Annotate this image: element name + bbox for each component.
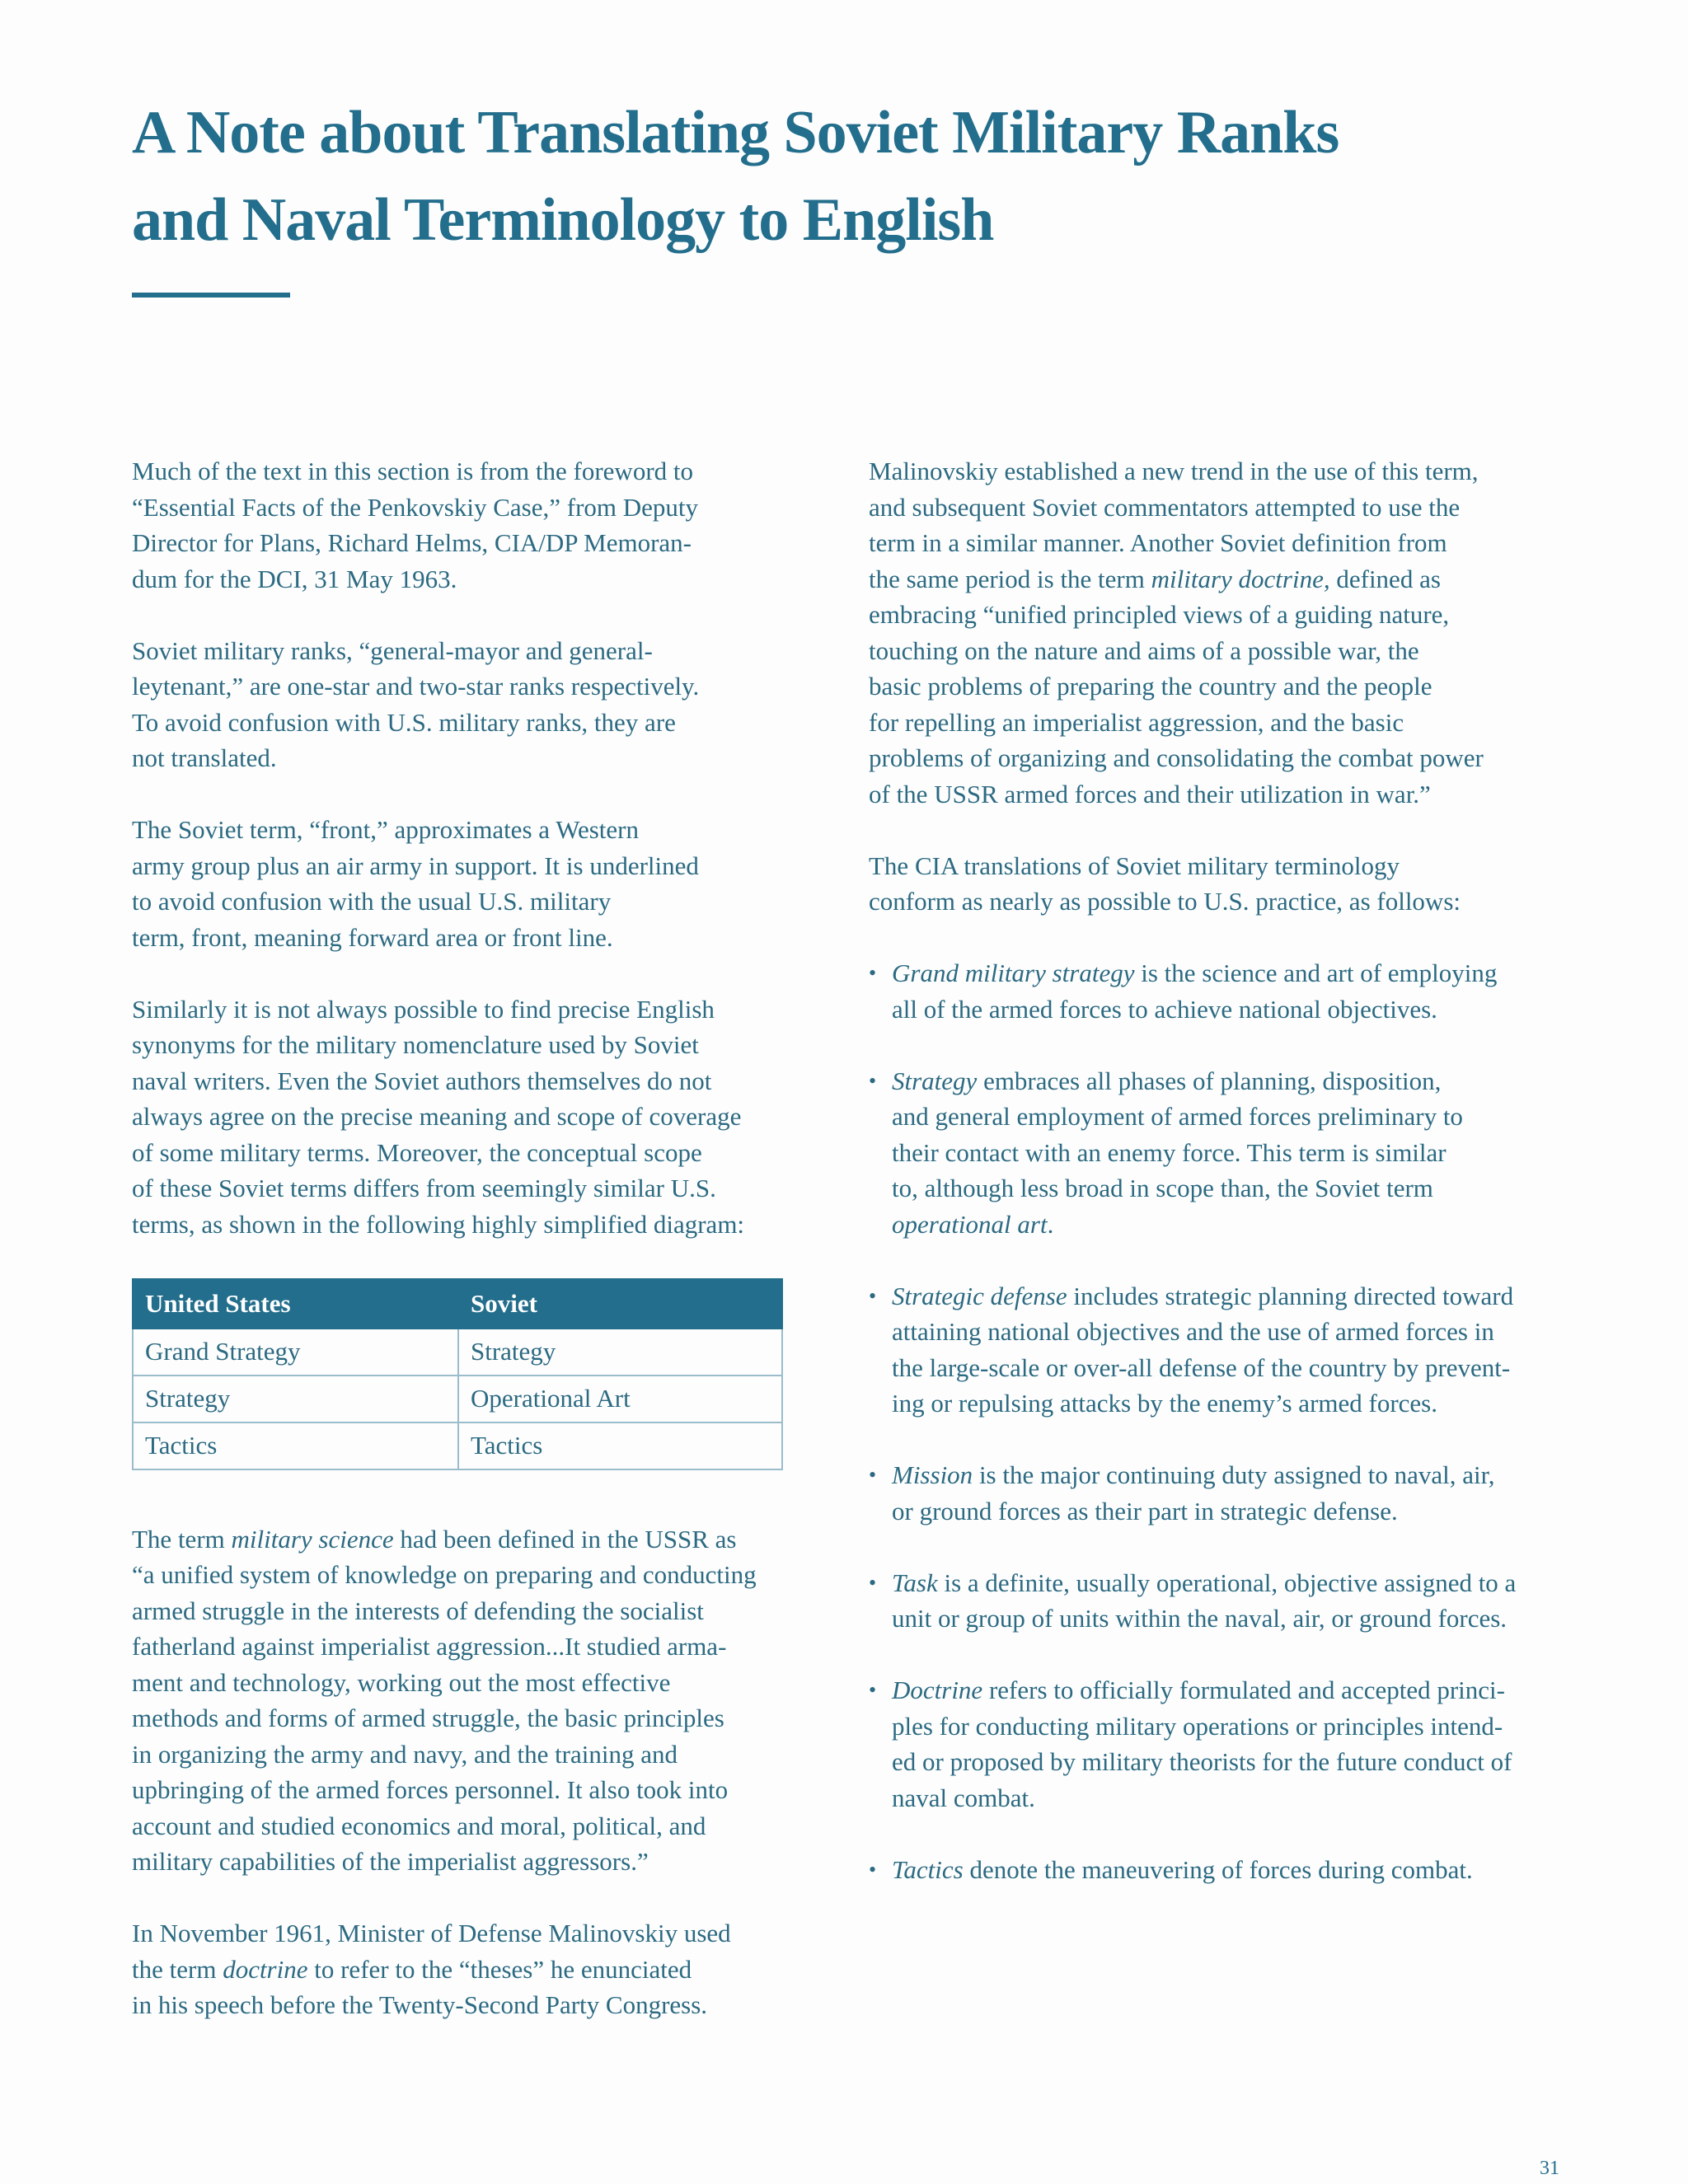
table-header-row	[133, 1279, 782, 1329]
text-fragment: to refer to the “theses” he enunciated	[307, 1954, 692, 1984]
text-line: Similarly it is not always possible to find precise English	[132, 994, 715, 1024]
list-item	[869, 1565, 1578, 1637]
text-line: touching on the nature and aims of a possible war, the	[869, 635, 1419, 665]
text-fragment: had been defined in the USSR as	[393, 1524, 737, 1554]
list-item	[869, 1063, 1578, 1243]
text-line: The Soviet term, “front,” approximates a Western	[132, 815, 640, 844]
text-line: in his speech before the Twenty-Second Party Congress.	[132, 1990, 708, 2019]
table-row	[133, 1422, 782, 1469]
table-cell: Strategy	[133, 1376, 458, 1422]
text-line	[892, 1672, 1578, 1708]
text-line: naval writers. Even the Soviet authors themselves do not	[132, 1066, 712, 1095]
text-line: terms, as shown in the following highly simplified diagram:	[132, 1209, 745, 1239]
italic-term: military science	[231, 1524, 394, 1554]
italic-term: Mission	[892, 1460, 973, 1489]
text-line: Director for Plans, Richard Helms, CIA/DP Memoran-	[132, 528, 692, 557]
italic-term: Task	[892, 1568, 938, 1597]
italic-term: military doctrine,	[1151, 564, 1330, 593]
paragraph-nomenclature	[132, 991, 832, 1243]
text-line: basic problems of preparing the country and the people	[869, 672, 1432, 701]
text-fragment: the term	[132, 1954, 223, 1984]
italic-term: Tactics	[892, 1854, 964, 1884]
table-cell: Strategy	[458, 1329, 782, 1376]
list-item	[869, 1457, 1578, 1529]
text-line: to, although less broad in scope than, the Soviet term	[892, 1174, 1433, 1202]
text-fragment: denote the maneuvering of forces during combat.	[963, 1854, 1473, 1884]
text-line: the large-scale or over-all defense of the country by prevent-	[892, 1352, 1511, 1382]
text-line: dum for the DCI, 31 May 1963.	[132, 564, 457, 593]
list-item	[869, 1672, 1578, 1816]
text-line: attaining national objectives and the use of armed forces in	[892, 1317, 1494, 1346]
text-line: fatherland against imperialist aggression...It studied arma-	[132, 1632, 727, 1661]
left-column	[132, 453, 832, 2023]
terminology-table	[132, 1278, 783, 1470]
paragraph-military-science	[132, 1521, 832, 1880]
table-row	[133, 1376, 782, 1422]
text-line: To avoid confusion with U.S. military ranks, they are	[132, 707, 676, 737]
paragraph-source-note	[132, 453, 832, 597]
text-line: ed or proposed by military theorists for the future conduct of	[892, 1747, 1512, 1776]
text-line: of these Soviet terms differs from seemingly similar U.S.	[132, 1174, 716, 1202]
text-fragment: The term	[132, 1524, 232, 1554]
italic-term: Strategy	[892, 1066, 978, 1095]
text-line: leytenant,” are one-star and two-star ranks respectively.	[132, 672, 700, 701]
text-fragment: is the science and art of employing	[1134, 958, 1498, 987]
italic-term: Strategic defense	[892, 1281, 1067, 1310]
text-line	[132, 1521, 832, 1558]
paragraph-ranks	[132, 633, 832, 776]
text-line: in organizing the army and navy, and the training and	[132, 1739, 678, 1769]
header-soviet: Soviet	[458, 1279, 782, 1329]
text-fragment: is the major continuing duty assigned to naval, air,	[973, 1460, 1495, 1489]
list-item	[869, 1852, 1578, 1888]
text-line: unit or group of units within the naval, air, or ground forces.	[892, 1604, 1507, 1633]
text-line: all of the armed forces to achieve national objectives.	[892, 994, 1437, 1024]
text-line: conform as nearly as possible to U.S. practice, as follows:	[869, 887, 1461, 916]
text-line: “Essential Facts of the Penkovskiy Case,” from Deputy	[132, 492, 699, 522]
italic-term: Grand military strategy	[892, 958, 1135, 987]
definitions-list	[869, 955, 1578, 1887]
text-line: problems of organizing and consolidating the combat power	[869, 743, 1484, 772]
text-line: armed struggle in the interests of defending the socialist	[132, 1596, 704, 1625]
text-line: upbringing of the armed forces personnel. It also took into	[132, 1775, 729, 1804]
text-line: ples for conducting military operations or principles intend-	[892, 1711, 1503, 1741]
text-line: ing or repulsing attacks by the enemy’s armed forces.	[892, 1389, 1437, 1418]
text-line: ment and technology, working out the most effective	[132, 1667, 671, 1697]
text-line: embracing “unified principled views of a guiding nature,	[869, 600, 1450, 629]
text-fragment: defined as	[1329, 564, 1441, 593]
title-underline	[132, 293, 290, 298]
text-line: military capabilities of the imperialist aggressors.”	[132, 1847, 649, 1876]
text-line: and subsequent Soviet commentators attempted to use the	[869, 492, 1461, 522]
text-fragment: embraces all phases of planning, disposition,	[977, 1066, 1442, 1095]
text-line: and general employment of armed forces preliminary to	[892, 1102, 1463, 1131]
list-item	[869, 955, 1578, 1027]
text-line	[869, 561, 1578, 598]
text-line: account and studied economics and moral, political, and	[132, 1811, 706, 1840]
text-fragment: .	[1047, 1209, 1054, 1239]
text-line: synonyms for the military nomenclature used by Soviet	[132, 1030, 699, 1059]
title-line-1: A Note about Translating Soviet Military Ranks	[132, 99, 1339, 166]
text-line: Much of the text in this section is from the foreword to	[132, 457, 694, 485]
italic-term: Doctrine	[892, 1675, 983, 1704]
text-line	[892, 1207, 1578, 1243]
text-line: not translated.	[132, 743, 277, 772]
text-fragment: the same period is the term	[869, 564, 1151, 593]
text-line	[892, 1278, 1578, 1315]
text-line: of the USSR armed forces and their utilization in war.”	[869, 779, 1431, 808]
text-line: their contact with an enemy force. This term is similar	[892, 1137, 1447, 1167]
text-fragment: includes strategic planning directed toward	[1067, 1281, 1514, 1310]
text-fragment: refers to officially formulated and accepted princi-	[982, 1675, 1505, 1704]
text-line: “a unified system of knowledge on preparing and conducting	[132, 1560, 757, 1589]
page-title	[132, 89, 1615, 264]
text-line: of some military terms. Moreover, the conceptual scope	[132, 1137, 702, 1167]
text-line: In November 1961, Minister of Defense Malinovskiy used	[132, 1919, 731, 1947]
table-cell: Grand Strategy	[133, 1329, 458, 1376]
text-line	[892, 955, 1578, 991]
text-line: methods and forms of armed struggle, the basic principles	[132, 1704, 724, 1732]
table-cell: Tactics	[458, 1422, 782, 1469]
text-line	[892, 1565, 1578, 1601]
italic-term: doctrine	[223, 1954, 308, 1984]
text-line	[892, 1457, 1578, 1493]
text-line: naval combat.	[892, 1783, 1035, 1812]
paragraph-military-doctrine	[869, 453, 1578, 812]
italic-term: operational art	[892, 1209, 1048, 1239]
text-line: The CIA translations of Soviet military terminology	[869, 851, 1400, 880]
title-line-2: and Naval Terminology to English	[132, 186, 994, 254]
paragraph-malinovskiy	[132, 1915, 832, 2023]
paragraph-cia-translations	[869, 848, 1578, 920]
table-cell: Operational Art	[458, 1376, 782, 1422]
text-line: always agree on the precise meaning and scope of coverage	[132, 1102, 742, 1131]
text-line	[892, 1063, 1578, 1099]
text-line: or ground forces as their part in strategic defense.	[892, 1496, 1398, 1526]
text-fragment: is a definite, usually operational, objective assigned to a	[937, 1568, 1517, 1597]
page-number: 31	[1540, 2158, 1559, 2179]
table-cell: Tactics	[133, 1422, 458, 1469]
text-line: Soviet military ranks, “general-mayor and general-	[132, 635, 653, 665]
paragraph-front	[132, 812, 832, 955]
list-item	[869, 1278, 1578, 1422]
text-line	[132, 1952, 832, 1988]
text-line: for repelling an imperialist aggression, and the basic	[869, 707, 1404, 737]
table-row	[133, 1329, 782, 1376]
header-united-states: United States	[133, 1279, 458, 1329]
text-line	[892, 1852, 1578, 1888]
text-line: term, front, meaning forward area or front line.	[132, 922, 613, 952]
text-line: Malinovskiy established a new trend in the use of this term,	[869, 457, 1479, 485]
right-column	[869, 453, 1578, 1924]
text-line: army group plus an air army in support. It is underlined	[132, 851, 699, 880]
text-line: to avoid confusion with the usual U.S. military	[132, 887, 612, 916]
text-line: term in a similar manner. Another Soviet definition from	[869, 528, 1447, 557]
